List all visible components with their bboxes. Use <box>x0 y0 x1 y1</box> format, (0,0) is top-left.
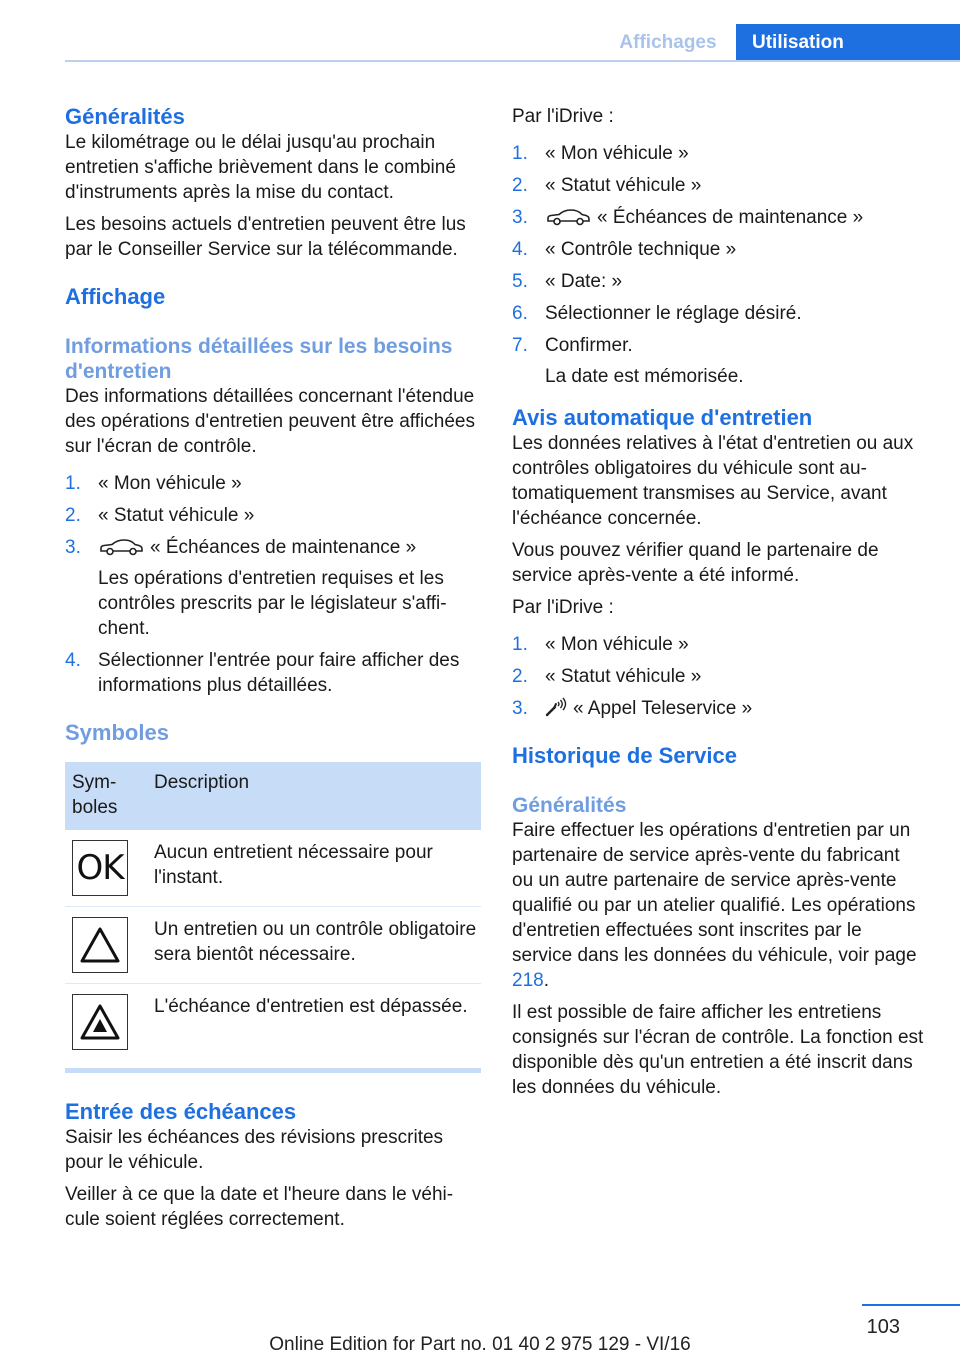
wrench-signal-icon <box>545 697 567 717</box>
symbol-cell <box>65 907 147 984</box>
heading-generalites: Généralités <box>65 104 185 129</box>
heading-generalites-2: Généralités <box>512 794 627 817</box>
step-text: « Statut véhicule » <box>545 666 702 687</box>
right-column <box>512 104 924 1107</box>
heading-avis: Avis automatique d'entretien <box>512 405 813 430</box>
column-header-symbols: Symboles <box>65 762 147 830</box>
step-number: 1. <box>512 143 528 164</box>
paragraph: Les données relatives à l'état d'entretien ou aux contrôles obligatoires du véhicule sont automatiquement transmises au Service, avant l'échéance concernée. <box>512 433 914 529</box>
step-text: « Échéances de maintenance » <box>150 537 417 558</box>
heading-historique: Historique de Service <box>512 743 737 768</box>
paragraph: Saisir les échéances des révisions prescrites pour le véhicule. <box>65 1127 444 1173</box>
symbol-cell <box>65 984 147 1069</box>
list-item <box>512 664 924 689</box>
paragraph: Par l'iDrive : <box>512 597 614 618</box>
steps-list <box>512 632 924 721</box>
symbols-table <box>65 762 481 1068</box>
step-number: 1. <box>65 473 81 494</box>
column-header-description: Description <box>147 762 481 830</box>
steps-list <box>512 141 924 389</box>
page-link-218[interactable]: 218 <box>512 970 544 991</box>
table-row <box>65 907 481 984</box>
list-item <box>65 503 481 528</box>
paragraph-text: . <box>543 970 549 991</box>
step-text: Sélectionner le réglage désiré. <box>545 303 802 324</box>
ok-symbol-icon: OK <box>72 840 128 896</box>
list-item <box>65 535 481 641</box>
list-item <box>512 333 924 389</box>
step-number: 3. <box>65 537 81 558</box>
list-item <box>512 301 924 326</box>
chapter-tab[interactable]: Utilisation <box>736 24 960 62</box>
page-header <box>0 0 960 62</box>
heading-informations: Informations détaillées sur les besoins d'entretien <box>65 335 453 383</box>
description-cell: Un entretien ou un contrôle obligatoire sera bientôt nécessaire. <box>147 907 481 984</box>
heading-symboles: Symboles <box>65 720 169 745</box>
step-number: 6. <box>512 303 528 324</box>
list-item <box>512 205 924 230</box>
paragraph-text: Faire effectuer les opérations d'entretien par un partenaire de service après-vente du fabricant ou un autre partenaire de service après-vente qualifié ou par un atelier qualifié. Les opérations d'entretien effectuées sont inscrites par le service dans les données du véhicule, voir page <box>512 820 917 966</box>
paragraph: Les besoins actuels d'entretien peuvent être lus par le Conseiller Service sur la télécommande. <box>65 214 466 260</box>
step-text: « Date: » <box>545 271 623 292</box>
step-number: 7. <box>512 335 528 356</box>
step-number: 4. <box>512 239 528 260</box>
table-row <box>65 984 481 1069</box>
step-text: Sélectionner l'entrée pour faire afficher des informations plus détaillées. <box>98 650 460 696</box>
list-item <box>65 471 481 496</box>
step-number: 3. <box>512 698 528 719</box>
list-item <box>512 632 924 657</box>
step-text: « Mon véhicule » <box>98 473 242 494</box>
warning-triangle-filled-icon <box>72 994 128 1050</box>
step-number: 2. <box>512 666 528 687</box>
car-icon <box>545 208 591 226</box>
symbol-cell <box>65 830 147 907</box>
step-number: 2. <box>512 175 528 196</box>
table-header-row <box>65 762 481 830</box>
heading-affichage: Affichage <box>65 284 166 309</box>
list-item <box>512 269 924 294</box>
paragraph: Vous pouvez vérifier quand le partenaire de service après-vente a été informé. <box>512 540 879 586</box>
list-item <box>512 237 924 262</box>
paragraph: Il est possible de faire afficher les entretiens consignés sur l'écran de contrôle. La fonction est disponible dès qu'un entretien a été inscrit dans les données du véhicule. <box>512 1002 924 1098</box>
left-column <box>65 104 481 1239</box>
step-sub-text: La date est mémorisée. <box>545 366 744 387</box>
list-item <box>512 173 924 198</box>
description-cell: Aucun entretient nécessaire pour l'instant. <box>147 830 481 907</box>
step-number: 3. <box>512 207 528 228</box>
heading-entree: Entrée des échéances <box>65 1099 297 1124</box>
section-tab[interactable]: Affichages <box>619 32 717 53</box>
header-rule <box>65 60 960 62</box>
step-number: 4. <box>65 650 81 671</box>
page-number: 103 <box>866 1316 900 1338</box>
edition-note: Online Edition for Part no. 01 40 2 975 129 - VI/16 <box>269 1334 691 1355</box>
paragraph: Des informations détaillées concernant l'étendue des opérations d'entretien peuvent être affichées sur l'écran de contrôle. <box>65 386 475 457</box>
step-text: « Échéances de maintenance » <box>597 207 864 228</box>
paragraph <box>512 818 924 993</box>
step-text: « Mon véhicule » <box>545 143 689 164</box>
paragraph: Le kilométrage ou le délai jusqu'au prochain entretien s'affiche brièvement dans le combiné d'instruments après la mise du contact. <box>65 132 456 203</box>
step-sub-text: Les opérations d'entretien requises et les contrôles prescrits par le législateur s'affichent. <box>98 568 447 639</box>
step-text: « Statut véhicule » <box>98 505 255 526</box>
footer-rule <box>862 1304 960 1306</box>
list-item <box>65 648 481 698</box>
step-number: 5. <box>512 271 528 292</box>
step-text: Confirmer. <box>545 335 633 356</box>
step-text: « Appel Teleservice » <box>573 698 753 719</box>
step-text: « Mon véhicule » <box>545 634 689 655</box>
step-number: 1. <box>512 634 528 655</box>
description-cell: L'échéance d'entretien est dépassée. <box>154 996 468 1017</box>
paragraph: Par l'iDrive : <box>512 106 614 127</box>
car-icon <box>98 538 144 556</box>
warning-triangle-icon <box>72 917 128 973</box>
step-text: « Contrôle technique » <box>545 239 737 260</box>
table-row <box>65 830 481 907</box>
step-number: 2. <box>65 505 81 526</box>
steps-list <box>65 471 481 698</box>
paragraph: Veiller à ce que la date et l'heure dans le véhicule soient réglées correctement. <box>65 1184 454 1230</box>
list-item <box>512 141 924 166</box>
list-item <box>512 696 924 721</box>
step-text: « Statut véhicule » <box>545 175 702 196</box>
table-bottom-rule <box>65 1068 481 1073</box>
